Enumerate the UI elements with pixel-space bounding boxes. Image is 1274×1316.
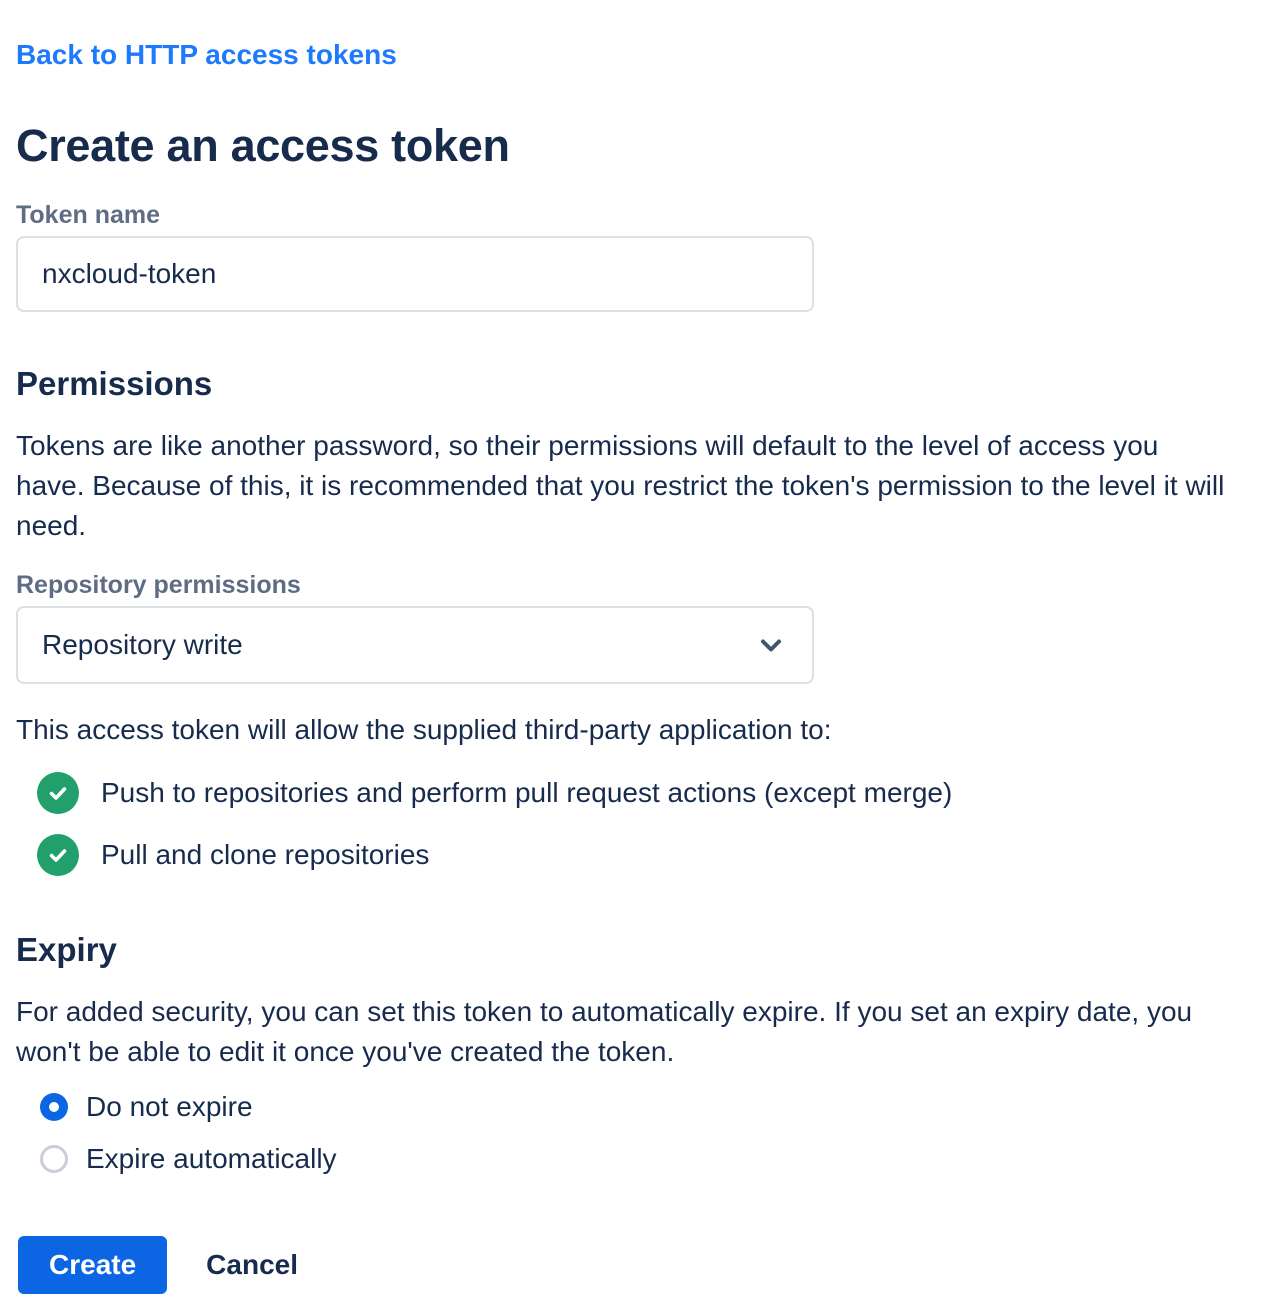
selected-permission-value: Repository write xyxy=(42,629,243,660)
radio-option-expire-automatically[interactable] xyxy=(40,1142,1258,1176)
token-name-label: Token name xyxy=(16,201,161,229)
capability-label: Pull and clone repositories xyxy=(101,839,430,870)
permissions-description: Tokens are like another password, so their permissions will default to the level of access you have. Because of this, it is recommended that you restrict the token's permission to the level it will need. xyxy=(16,430,1225,541)
form-actions xyxy=(16,1236,1258,1294)
radio-selected-icon[interactable] xyxy=(40,1093,68,1121)
check-circle-icon xyxy=(37,834,79,876)
check-circle-icon xyxy=(37,772,79,814)
capability-label: Push to repositories and perform pull request actions (except merge) xyxy=(101,777,953,808)
cancel-button[interactable]: Cancel xyxy=(182,1236,322,1294)
capability-item xyxy=(37,772,1258,814)
permissions-heading: Permissions xyxy=(16,365,213,402)
radio-option-do-not-expire[interactable] xyxy=(40,1090,1258,1124)
page-title: Create an access token xyxy=(16,120,510,171)
radio-unselected-icon[interactable] xyxy=(40,1145,68,1173)
create-button[interactable]: Create xyxy=(18,1236,167,1294)
radio-label: Expire automatically xyxy=(86,1143,337,1174)
radio-label: Do not expire xyxy=(86,1091,253,1122)
chevron-down-icon xyxy=(754,628,788,662)
allow-intro-text: This access token will allow the supplied third-party application to: xyxy=(16,714,832,745)
expiry-heading: Expiry xyxy=(16,931,117,968)
expiry-description: For added security, you can set this token to automatically expire. If you set an expiry date, you won't be able to edit it once you've created the token. xyxy=(16,996,1193,1067)
back-to-tokens-link[interactable]: Back to HTTP access tokens xyxy=(16,39,397,70)
repository-permissions-label: Repository permissions xyxy=(16,571,301,599)
capability-item xyxy=(37,834,1258,876)
token-name-input[interactable] xyxy=(16,236,814,312)
repository-permissions-select[interactable] xyxy=(16,606,814,684)
